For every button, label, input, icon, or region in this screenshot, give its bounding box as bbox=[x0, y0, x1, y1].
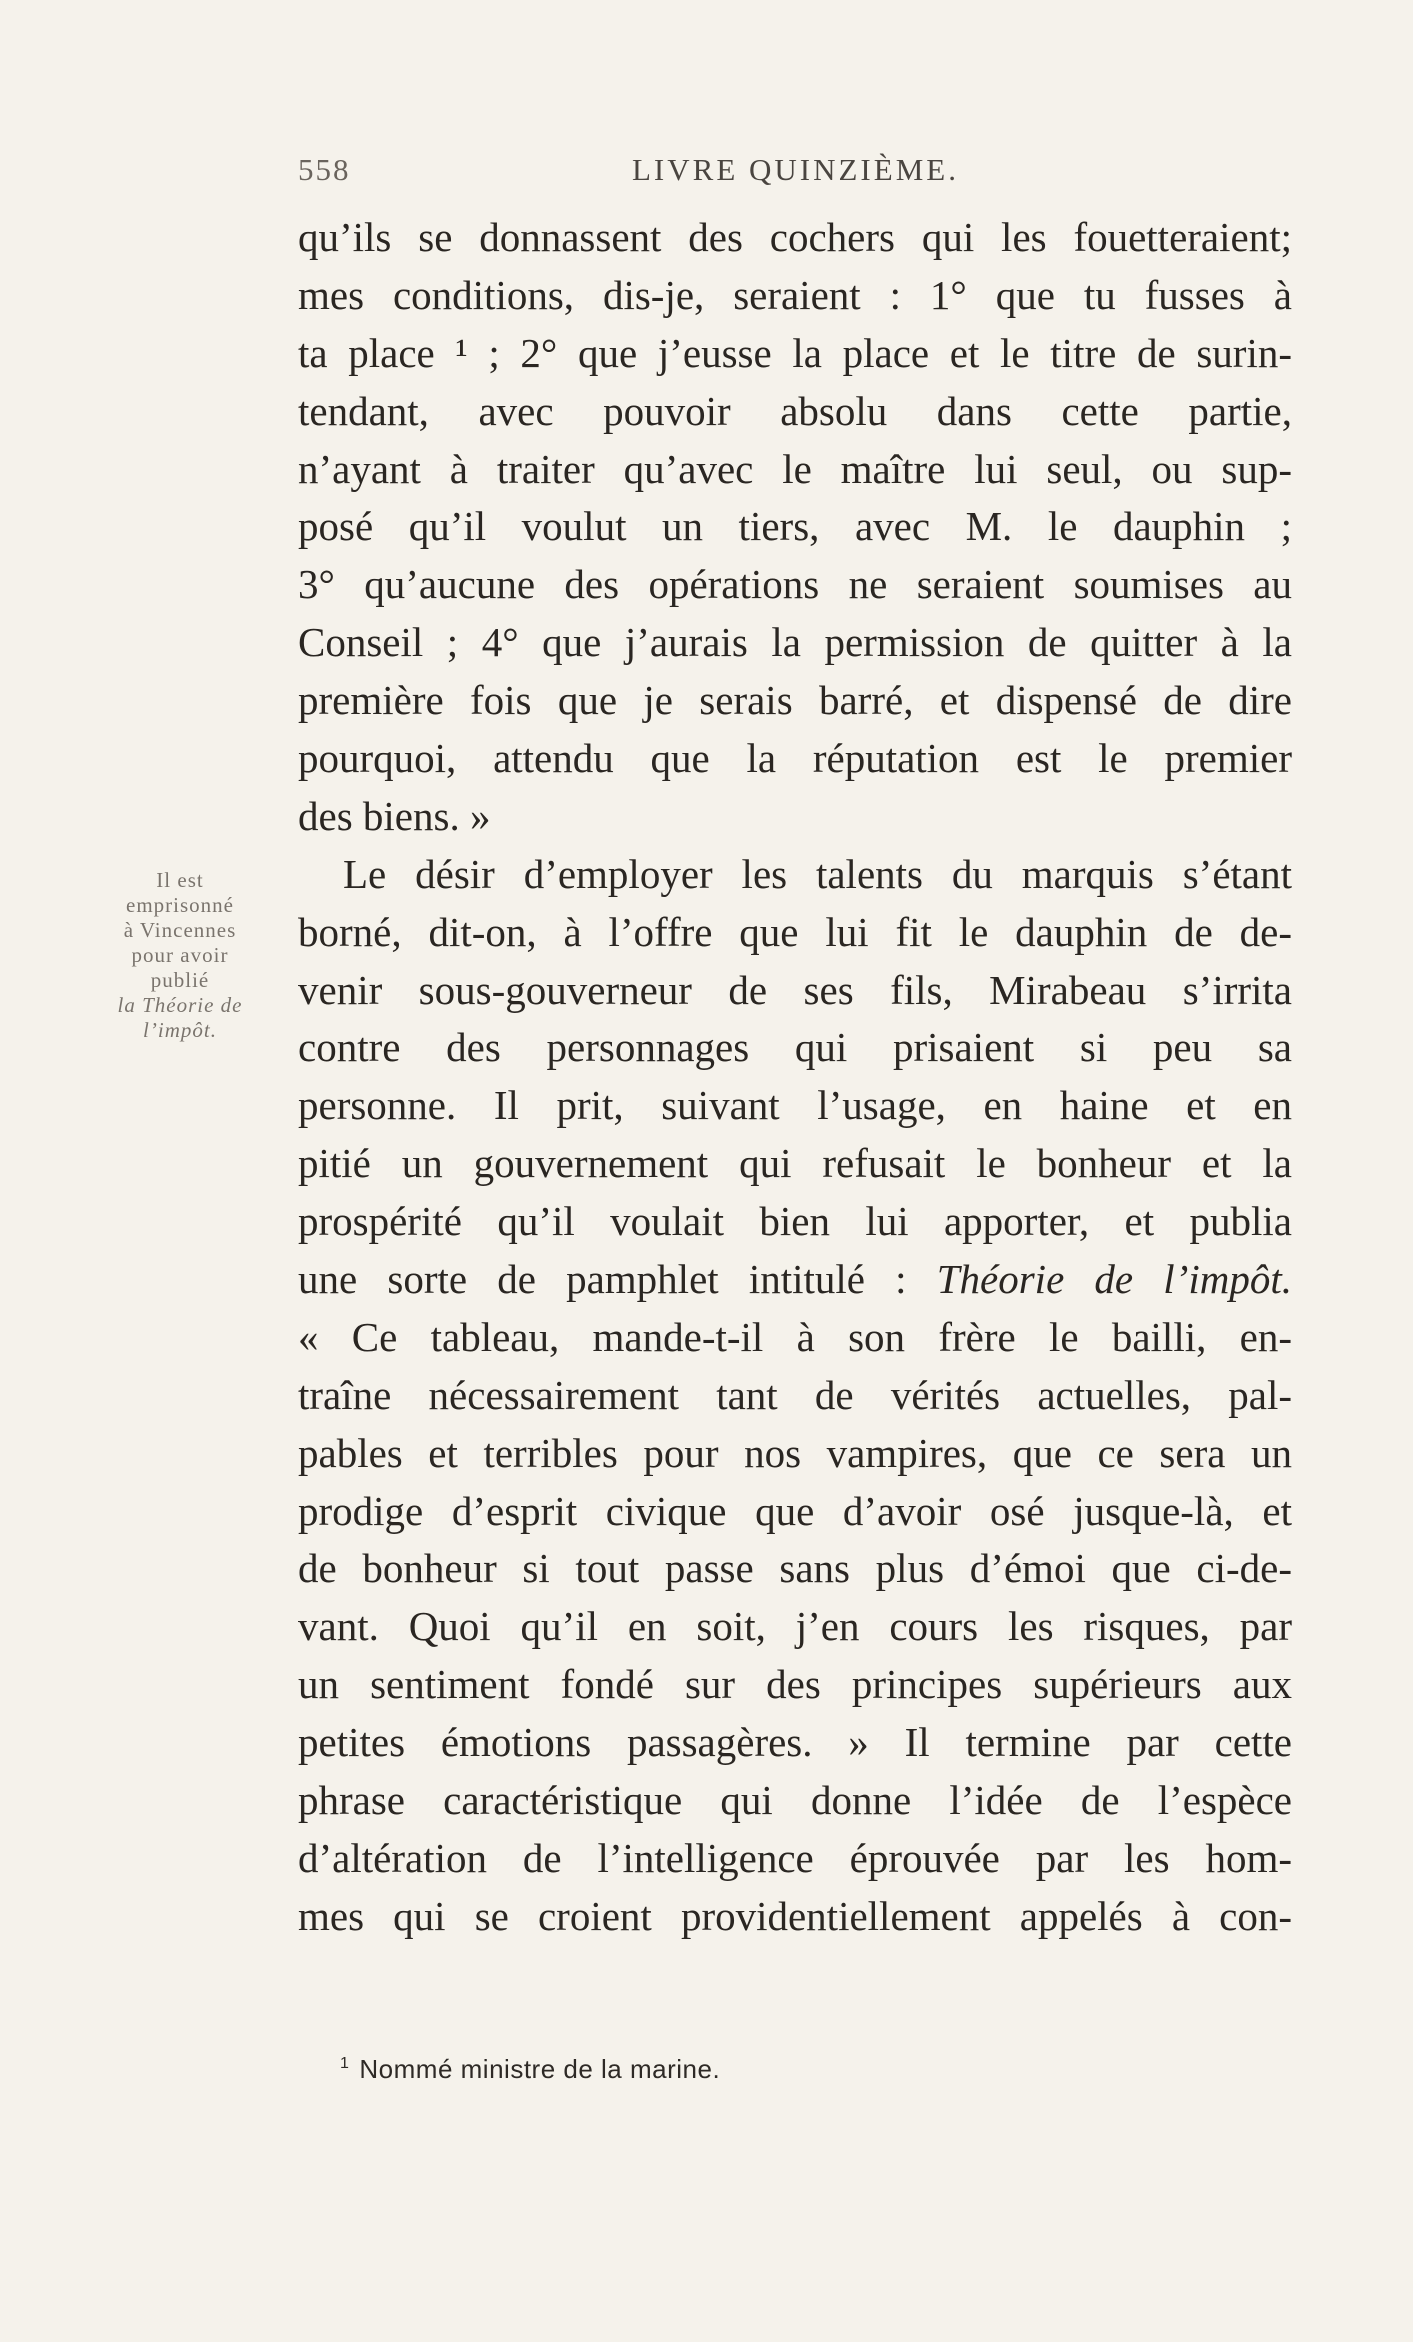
text-line: traîne nécessairement tant de vérités actuelles, pal- bbox=[298, 1371, 1292, 1418]
text-line: petites émotions passagères. » Il termine par cette bbox=[298, 1719, 1292, 1766]
text-line: contre des personnages qui prisaient si peu sa bbox=[298, 1024, 1292, 1071]
running-title: LIVRE QUINZIÈME. bbox=[632, 152, 959, 187]
text-line: d’altération de l’intelligence éprouvée par les hom- bbox=[298, 1834, 1292, 1881]
text-line: « Ce tableau, mande-t-il à son frère le bailli, en- bbox=[298, 1313, 1292, 1360]
margin-note-line: pour avoir bbox=[131, 943, 229, 967]
text-line-with-title bbox=[298, 1251, 1292, 1309]
margin-note-line: publié bbox=[150, 968, 210, 992]
margin-note-line: à Vincennes bbox=[123, 918, 237, 942]
text-line: 3° qu’aucune des opérations ne seraient soumises au bbox=[298, 561, 1292, 608]
margin-note-line: Il est bbox=[156, 868, 204, 892]
text-line: tendant, avec pouvoir absolu dans cette partie, bbox=[298, 387, 1292, 434]
text-line: posé qu’il voulut un tiers, avec M. le dauphin ; bbox=[298, 503, 1292, 550]
margin-note bbox=[80, 868, 280, 1043]
text-line: vant. Quoi qu’il en soit, j’en cours les risques, par bbox=[298, 1603, 1292, 1650]
text-line: première fois que je serais barré, et dispensé de dire bbox=[298, 677, 1292, 724]
text-line: venir sous-gouverneur de ses fils, Mirabeau s’irrita bbox=[298, 966, 1292, 1013]
page-number: 558 bbox=[298, 152, 351, 187]
text-line: Conseil ; 4° que j’aurais la permission de quitter à la bbox=[298, 619, 1292, 666]
text-line: prodige d’esprit civique que d’avoir osé jusque-là, et bbox=[298, 1487, 1292, 1534]
text-line: mes conditions, dis-je, seraient : 1° que tu fusses à bbox=[298, 271, 1292, 318]
paragraph-start-line: Le désir d’employer les talents du marquis s’étant bbox=[343, 850, 1292, 897]
book-title: Théorie de l’impôt. bbox=[936, 1256, 1292, 1303]
text-fragment: une sorte de pamphlet intitulé : bbox=[298, 1256, 907, 1303]
margin-note-line: emprisonné bbox=[126, 893, 234, 917]
page-header bbox=[298, 152, 1298, 192]
text-line: pables et terribles pour nos vampires, que ce sera un bbox=[298, 1429, 1292, 1476]
text-line: prospérité qu’il voulait bien lui apporter, et publia bbox=[298, 1198, 1292, 1245]
text-line: mes qui se croient providentiellement appelés à con- bbox=[298, 1892, 1292, 1939]
text-line: phrase caractéristique qui donne l’idée de l’espèce bbox=[298, 1777, 1292, 1824]
text-line: n’ayant à traiter qu’avec le maître lui seul, ou sup- bbox=[298, 445, 1292, 492]
body-text bbox=[298, 209, 1292, 1946]
text-line: borné, dit-on, à l’offre que lui fit le dauphin de de- bbox=[298, 908, 1292, 955]
text-line: pitié un gouvernement qui refusait le bonheur et la bbox=[298, 1140, 1292, 1187]
text-line: de bonheur si tout passe sans plus d’émoi que ci-de- bbox=[298, 1545, 1292, 1592]
footnote-marker: 1 bbox=[340, 2055, 350, 2073]
text-line: personne. Il prit, suivant l’usage, en haine et en bbox=[298, 1082, 1292, 1129]
text-line: des biens. » bbox=[298, 792, 491, 839]
text-line: pourquoi, attendu que la réputation est le premier bbox=[298, 735, 1292, 782]
text-line: ta place ¹ ; 2° que j’eusse la place et le titre de surin- bbox=[298, 329, 1292, 376]
footnote-text: Nommé ministre de la marine. bbox=[359, 2054, 721, 2084]
text-line: un sentiment fondé sur des principes supérieurs aux bbox=[298, 1661, 1292, 1708]
text-line: qu’ils se donnassent des cochers qui les fouetteraient; bbox=[298, 214, 1292, 260]
footnote bbox=[340, 2054, 720, 2085]
margin-note-italic-line: la Théorie de bbox=[117, 993, 243, 1017]
margin-note-italic-line: l’impôt. bbox=[143, 1018, 217, 1042]
